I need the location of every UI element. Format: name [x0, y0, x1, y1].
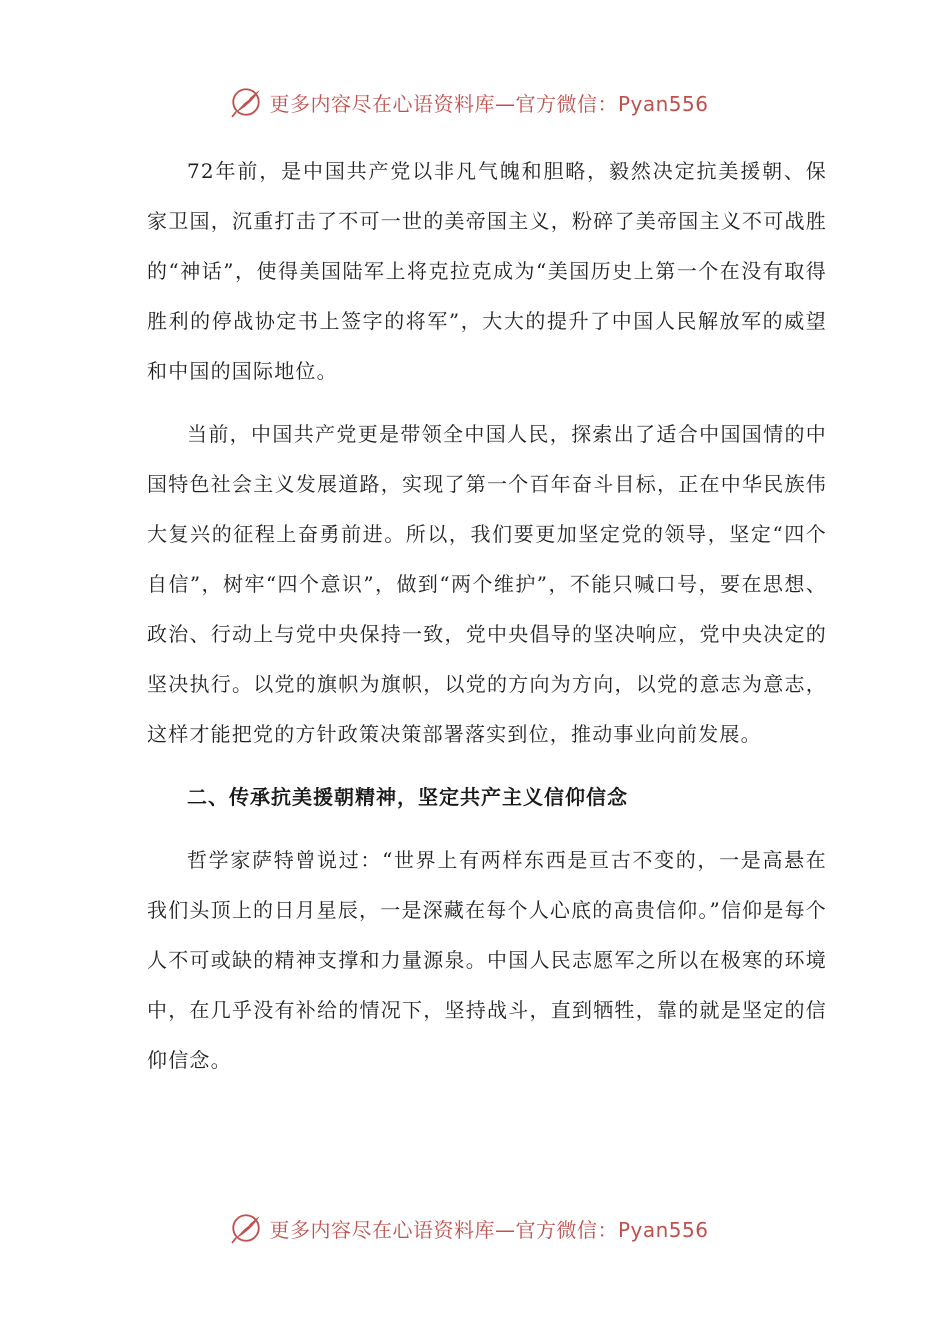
document-body	[147, 146, 827, 1098]
section-heading: 二、传承抗美援朝精神，坚定共产主义信仰信念	[187, 785, 628, 809]
quill-pen-logo-icon	[229, 1211, 263, 1245]
paragraph: 当前，中国共产党更是带领全中国人民，探索出了适合中国国情的中国特色社会主义发展道路，实现了第一个百年奋斗目标，正在中华民族伟大复兴的征程上奋勇前进。所以，我们要更加坚定党的领导，坚定“四个自信”，树牢“四个意识”，做到“两个维护”，不能只喊口号，要在思想、政治、行动上与党中央保持一致，党中央倡导的坚决响应，党中央决定的坚决执行。以党的旗帜为旗帜，以党的方向为方向，以党的意志为意志，这样才能把党的方针政策决策部署落实到位，推动事业向前发展。	[147, 422, 827, 746]
paragraph: 哲学家萨特曾说过：“世界上有两样东西是亘古不变的，一是高悬在我们头顶上的日月星辰，一是深藏在每个人心底的高贵信仰。”信仰是每个人不可或缺的精神支撑和力量源泉。中国人民志愿军之所以在极寒的环境中，在几乎没有补给的情况下，坚持战斗，直到牺牲，靠的就是坚定的信仰信念。	[147, 848, 827, 1072]
quill-pen-logo-icon	[229, 85, 263, 119]
watermark-text: 更多内容尽在心语资料库—官方微信：Pyan556	[269, 1217, 709, 1242]
footer-watermark	[0, 1208, 950, 1248]
header-watermark	[0, 82, 950, 122]
watermark-text: 更多内容尽在心语资料库—官方微信：Pyan556	[269, 91, 709, 116]
paragraph: 72年前，是中国共产党以非凡气魄和胆略，毅然决定抗美援朝、保家卫国，沉重打击了不可一世的美帝国主义，粉碎了美帝国主义不可战胜的“神话”，使得美国陆军上将克拉克成为“美国历史上第一个在没有取得胜利的停战协定书上签字的将军”，大大的提升了中国人民解放军的威望和中国的国际地位。	[147, 159, 827, 383]
